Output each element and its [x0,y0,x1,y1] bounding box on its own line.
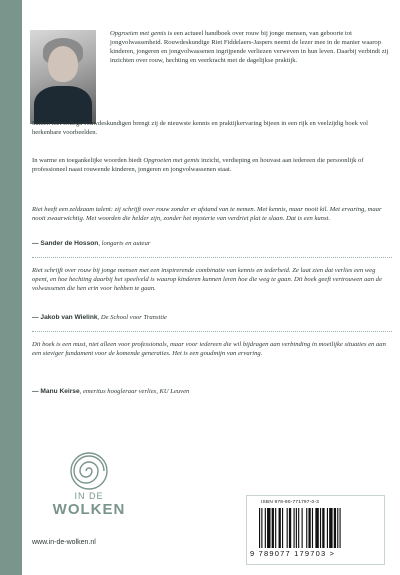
divider [32,331,392,332]
barcode-bar [337,508,338,548]
barcode-bar [302,508,303,548]
barcode-bar [320,508,321,548]
barcode-bar [279,508,281,548]
paragraph-collaboration: Samen met collega-rouwdeskundigen brengt zij de nieuwste kennis en praktijkervaring bijeen in een rijk en veelzijdig boek vol herkenbare voorbeelden. [32,120,368,137]
barcode-bar [315,508,318,548]
quote-text: Riet schrijft over rouw bij jonge mensen met een inspirerende combinatie van kennis en tederheid. Ze laat zien dat verlies een weg opent, en hoe hechting daarbij het speelveld is waarop kinderen kunnen leren hoe die weg te gaan. Dit boek geeft vertrouwen aan de volwassenen die hen erin voor hebben te gaan. [32,267,382,293]
publisher-name-line2: WOLKEN [52,501,126,518]
divider [32,257,392,258]
barcode-bar [287,508,288,548]
barcode-bar [289,508,291,548]
intro-paragraph [110,29,392,65]
quote-text: Dit boek is een must, niet alleen voor professionals, maar voor iedereen die wil bijdragen aan verbinding in moeilijke situaties en aan een steviger fundament voor de komende generaties. Het is een goudmijn van ervaring. [32,341,386,358]
publisher-website: www.in-de-wolken.nl [32,539,96,546]
barcode-bar [340,508,341,548]
book-title: Opgroeien met gemis [110,30,167,37]
barcode-bar [267,508,270,548]
quote-attribution: — Manu Keirse, emeritus hoogleraar verlies, KU Leuven [32,388,190,395]
intro-text: is een actueel handboek over rouw bij jonge mensen, van geboorte tot jongvolwassenheid. Rouwdeskundige Riet Fiddelaers-Jaspers neemt de lezer mee in de manier waarop kinderen, jongeren en jongvolwassenen ingrijpende verliezen verweven in hun leven. Daarbij verbindt zij inzichten over rouw, hechting en veerkracht met de dagelijkse praktijk. [110,30,389,65]
barcode-bar [322,508,324,548]
quote-attribution: — Jakob van Wielink, De School voor Transitie [32,314,167,321]
spiral-icon [34,451,144,491]
barcode [246,495,385,565]
barcode-bar [329,508,332,548]
barcode-bar [282,508,283,548]
quote-text: Riet heeft een zeldzaam talent: zij schrijft over rouw zonder er afstand van te nemen. Met kennis, maar nooit kil. Met ervaring, maar nooit zwaarwichtig. Met woorden die helder zijn, zonder het mysterie van verdriet plat te slaan. Dat is een kunst. [32,206,382,223]
publisher-logo [34,451,144,529]
barcode-bar [275,508,276,548]
barcode-bar [294,508,295,548]
quote-attribution: — Sander de Hosson, longarts en auteur [32,240,151,247]
barcode-bar [308,508,310,548]
barcode-bar [259,508,260,548]
barcode-bar [261,508,262,548]
barcode-bar [296,508,297,548]
author-photo [30,30,96,124]
barcode-bar [312,508,313,548]
paragraph-audience: In warme en toegankelijke woorden biedt Opgroeien met gemis inzicht, verdieping en houvast aan iedereen die persoonlijk of professioneel naast rouwende kinderen, jongeren en jongvolwassenen staat. [32,157,364,174]
publisher-name-line1: IN DE [74,491,104,501]
barcode-bar [298,508,299,548]
barcode-bar [327,508,328,548]
barcode-bar [306,508,307,548]
barcode-bar [272,508,274,548]
barcode-bar [334,508,336,548]
back-cover [22,0,400,575]
barcode-bar [265,508,266,548]
isbn-text: ISBN 978-90-771797-0-3 [261,500,319,505]
barcode-bars [259,508,377,548]
barcode-digits: 9 789077 179703 > [250,549,336,558]
book-title: Opgroeien met gemis [143,157,200,164]
